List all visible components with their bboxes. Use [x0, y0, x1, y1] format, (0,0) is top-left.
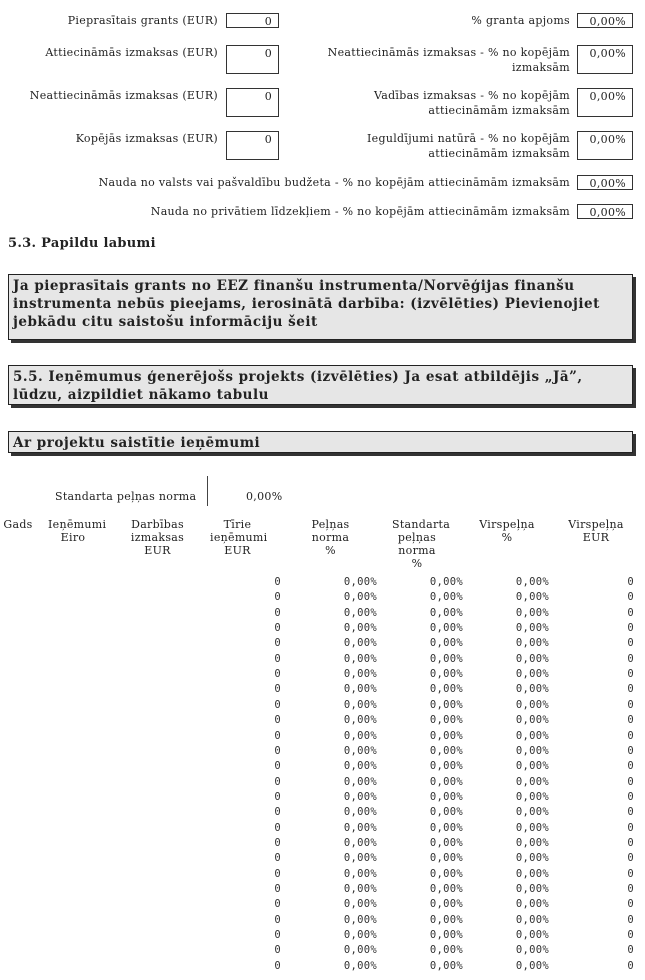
ineligible-percent-label: Neattiecināmās izmaksas - % no kopējām izmaksām: [327, 46, 570, 74]
table-cell: 0,00%: [515, 729, 549, 742]
table-cell: 0,00%: [515, 637, 549, 650]
table-cell: 0: [627, 836, 634, 849]
table-cell: 0: [274, 698, 281, 711]
table-cell: 0: [627, 898, 634, 911]
management-percent-label: Vadības izmaksas - % no kopējām attiecināmām izmaksām: [373, 89, 570, 117]
table-cell: 0: [627, 959, 634, 972]
table-cell: 0,00%: [343, 576, 377, 588]
table-cell: 0: [274, 867, 281, 880]
table-cell: 0,00%: [515, 714, 549, 727]
table-cell: 0,00%: [515, 606, 549, 619]
table-cell: 0,00%: [429, 744, 463, 757]
table-cell: 0: [274, 652, 281, 665]
requested-grant-label: Pieprasītais grants (EUR): [67, 14, 218, 27]
table-cell: 0,00%: [343, 883, 377, 895]
table-cell: 0: [627, 790, 634, 803]
table-cell: 0,00%: [429, 668, 463, 681]
table-cell: 0,00%: [515, 959, 549, 972]
table-cell: 0: [274, 836, 281, 849]
table-cell: 0,00%: [515, 652, 549, 665]
table-cell: 0,00%: [343, 606, 377, 619]
table-cell: 0,00%: [343, 683, 377, 696]
table-cell: 0: [627, 867, 634, 880]
table-cell: 0,00%: [343, 729, 377, 742]
table-cell: 0,00%: [429, 606, 463, 619]
ineligible-costs-label: Neattiecināmās izmaksas (EUR): [29, 89, 218, 102]
table-cell: 0,00%: [429, 576, 463, 588]
table-cell: 0,00%: [343, 652, 377, 665]
col-excess-profit-eur: Virspeļņa EUR: [568, 518, 624, 544]
table-cell: 0: [274, 591, 281, 604]
table-cell: 0,00%: [429, 714, 463, 727]
table-cell: 0: [627, 883, 634, 895]
table-cell: 0,00%: [429, 652, 463, 665]
table-cell: 0: [627, 821, 634, 834]
table-cell: 0,00%: [429, 821, 463, 834]
divider: [207, 476, 208, 506]
public-funds-field[interactable]: 0,00%: [577, 175, 633, 190]
table-cell: 0: [274, 622, 281, 635]
table-cell: 0,00%: [343, 714, 377, 727]
table-cell: 0: [274, 606, 281, 619]
table-cell: 0: [627, 714, 634, 727]
table-cell: 0,00%: [343, 913, 377, 926]
standard-profit-label: Standarta peļņas norma: [55, 490, 197, 503]
table-cell: 0,00%: [429, 806, 463, 819]
table-cell: 0,00%: [343, 622, 377, 635]
total-costs-field[interactable]: 0: [226, 131, 279, 160]
table-cell: 0: [627, 652, 634, 665]
requested-grant-field[interactable]: 0: [226, 13, 279, 28]
table-cell: 0,00%: [429, 775, 463, 788]
table-cell: 0,00%: [429, 790, 463, 803]
inkind-percent-field[interactable]: 0,00%: [577, 131, 633, 160]
table-cell: 0,00%: [429, 622, 463, 635]
table-cell: 0: [627, 637, 634, 650]
table-cell: 0,00%: [343, 806, 377, 819]
table-cell: 0: [274, 576, 281, 588]
table-cell: 0: [274, 637, 281, 650]
table-cell: 0,00%: [515, 591, 549, 604]
grant-unavailable-panel[interactable]: Ja pieprasītais grants no EEZ finanšu instrumenta/Norvēģijas finanšu instrumenta nebūs pieejams, ierosinātā darbība: (izvēlēties) Pievienojiet jebkādu citu saistošu informāciju šeit: [8, 274, 633, 340]
table-cell: 0,00%: [343, 821, 377, 834]
table-cell: 0,00%: [429, 760, 463, 773]
table-cell: 0,00%: [343, 668, 377, 681]
table-cell: 0: [627, 698, 634, 711]
table-cell: 0: [627, 913, 634, 926]
table-cell: 0,00%: [515, 852, 549, 865]
table-cell: 0,00%: [343, 929, 377, 942]
table-cell: 0,00%: [343, 775, 377, 788]
total-costs-label: Kopējās izmaksas (EUR): [75, 132, 218, 145]
table-cell: 0,00%: [343, 591, 377, 604]
table-cell: 0: [274, 913, 281, 926]
table-cell: 0: [274, 744, 281, 757]
grant-percent-field[interactable]: 0,00%: [577, 13, 633, 28]
project-revenue-panel: Ar projektu saistītie ieņēmumi: [8, 431, 633, 453]
table-cell: 0,00%: [343, 959, 377, 972]
table-cell: 0: [274, 729, 281, 742]
table-cell: 0,00%: [429, 883, 463, 895]
ineligible-costs-field[interactable]: 0: [226, 88, 279, 117]
section-heading-5-3: 5.3. Papildu labumi: [8, 236, 156, 251]
table-cell: 0: [627, 775, 634, 788]
revenue-project-panel[interactable]: 5.5. Ieņēmumus ģenerējošs projekts (izvēlēties) Ja esat atbildējis „Jā”, lūdzu, aizpildiet nākamo tabulu: [8, 365, 633, 405]
table-cell: 0: [627, 852, 634, 865]
table-cell: 0: [274, 760, 281, 773]
table-cell: 0,00%: [343, 867, 377, 880]
table-cell: 0,00%: [429, 637, 463, 650]
table-cell: 0,00%: [515, 944, 549, 957]
table-cell: 0: [274, 821, 281, 834]
ineligible-percent-field[interactable]: 0,00%: [577, 45, 633, 74]
table-cell: 0,00%: [343, 852, 377, 865]
table-cell: 0,00%: [429, 913, 463, 926]
table-cell: 0,00%: [515, 668, 549, 681]
table-cell: 0,00%: [515, 760, 549, 773]
table-cell: 0,00%: [429, 867, 463, 880]
table-cell: 0,00%: [343, 637, 377, 650]
standard-profit-value[interactable]: 0,00%: [246, 490, 283, 503]
col-profit-rate: Peļņas norma %: [311, 518, 350, 557]
col-revenue: Ieņēmumi Eiro: [48, 518, 107, 544]
table-cell: 0: [274, 959, 281, 972]
table-cell: 0,00%: [515, 883, 549, 895]
col-excess-profit-percent: Virspeļņa %: [479, 518, 535, 544]
inkind-percent-label: Ieguldījumi natūrā - % no kopējām attiecināmām izmaksām: [367, 132, 570, 160]
table-cell: 0: [274, 898, 281, 911]
table-cell: 0,00%: [343, 698, 377, 711]
table-cell: 0,00%: [429, 591, 463, 604]
table-cell: 0,00%: [515, 790, 549, 803]
public-funds-label: Nauda no valsts vai pašvaldību budžeta - % no kopējām attiecināmām izmaksām: [98, 176, 570, 189]
table-cell: 0,00%: [429, 836, 463, 849]
table-cell: 0: [627, 591, 634, 604]
private-funds-label: Nauda no privātiem līdzekļiem - % no kopējām attiecināmām izmaksām: [150, 205, 570, 218]
table-cell: 0: [274, 883, 281, 895]
table-cell: 0,00%: [429, 898, 463, 911]
table-cell: 0: [274, 944, 281, 957]
table-cell: 0,00%: [515, 867, 549, 880]
table-cell: 0,00%: [515, 836, 549, 849]
table-cell: 0: [627, 760, 634, 773]
table-cell: 0,00%: [515, 821, 549, 834]
col-standard-profit-rate: Standarta peļņas norma %: [392, 518, 451, 570]
table-cell: 0,00%: [429, 852, 463, 865]
table-cell: 0: [274, 714, 281, 727]
table-cell: 0: [274, 775, 281, 788]
grant-percent-label: % granta apjoms: [471, 14, 570, 27]
col-net-revenue: Tīrie ieņēmumi EUR: [210, 518, 268, 557]
table-cell: 0: [627, 668, 634, 681]
table-cell: 0: [627, 606, 634, 619]
table-cell: 0,00%: [515, 775, 549, 788]
table-cell: 0: [627, 744, 634, 757]
table-cell: 0: [274, 790, 281, 803]
table-cell: 0,00%: [515, 698, 549, 711]
table-cell: 0,00%: [515, 806, 549, 819]
table-cell: 0: [627, 929, 634, 942]
table-cell: 0,00%: [429, 683, 463, 696]
table-cell: 0,00%: [515, 898, 549, 911]
table-cell: 0: [627, 729, 634, 742]
table-cell: 0,00%: [429, 959, 463, 972]
table-cell: 0,00%: [429, 729, 463, 742]
table-cell: 0: [274, 929, 281, 942]
table-cell: 0,00%: [515, 576, 549, 588]
table-cell: 0,00%: [343, 790, 377, 803]
table-cell: 0,00%: [343, 944, 377, 957]
management-percent-field[interactable]: 0,00%: [577, 88, 633, 117]
table-cell: 0,00%: [429, 944, 463, 957]
col-year: Gads: [3, 518, 33, 531]
private-funds-field[interactable]: 0,00%: [577, 204, 633, 219]
table-cell: 0,00%: [343, 836, 377, 849]
table-cell: 0,00%: [515, 929, 549, 942]
table-cell: 0: [274, 806, 281, 819]
table-cell: 0,00%: [343, 898, 377, 911]
table-cell: 0: [627, 944, 634, 957]
table-cell: 0,00%: [515, 913, 549, 926]
eligible-costs-field[interactable]: 0: [226, 45, 279, 74]
table-cell: 0: [627, 806, 634, 819]
table-cell: 0: [627, 683, 634, 696]
table-cell: 0: [627, 576, 634, 588]
table-cell: 0,00%: [429, 698, 463, 711]
table-cell: 0: [274, 668, 281, 681]
table-cell: 0,00%: [429, 929, 463, 942]
table-cell: 0,00%: [515, 744, 549, 757]
table-cell: 0: [627, 622, 634, 635]
table-cell: 0,00%: [343, 760, 377, 773]
table-cell: 0,00%: [343, 744, 377, 757]
eligible-costs-label: Attiecināmās izmaksas (EUR): [45, 46, 218, 59]
table-cell: 0,00%: [515, 622, 549, 635]
table-cell: 0: [274, 683, 281, 696]
table-cell: 0: [274, 852, 281, 865]
table-cell: 0,00%: [515, 683, 549, 696]
col-operating-costs: Darbības izmaksas EUR: [130, 518, 185, 557]
